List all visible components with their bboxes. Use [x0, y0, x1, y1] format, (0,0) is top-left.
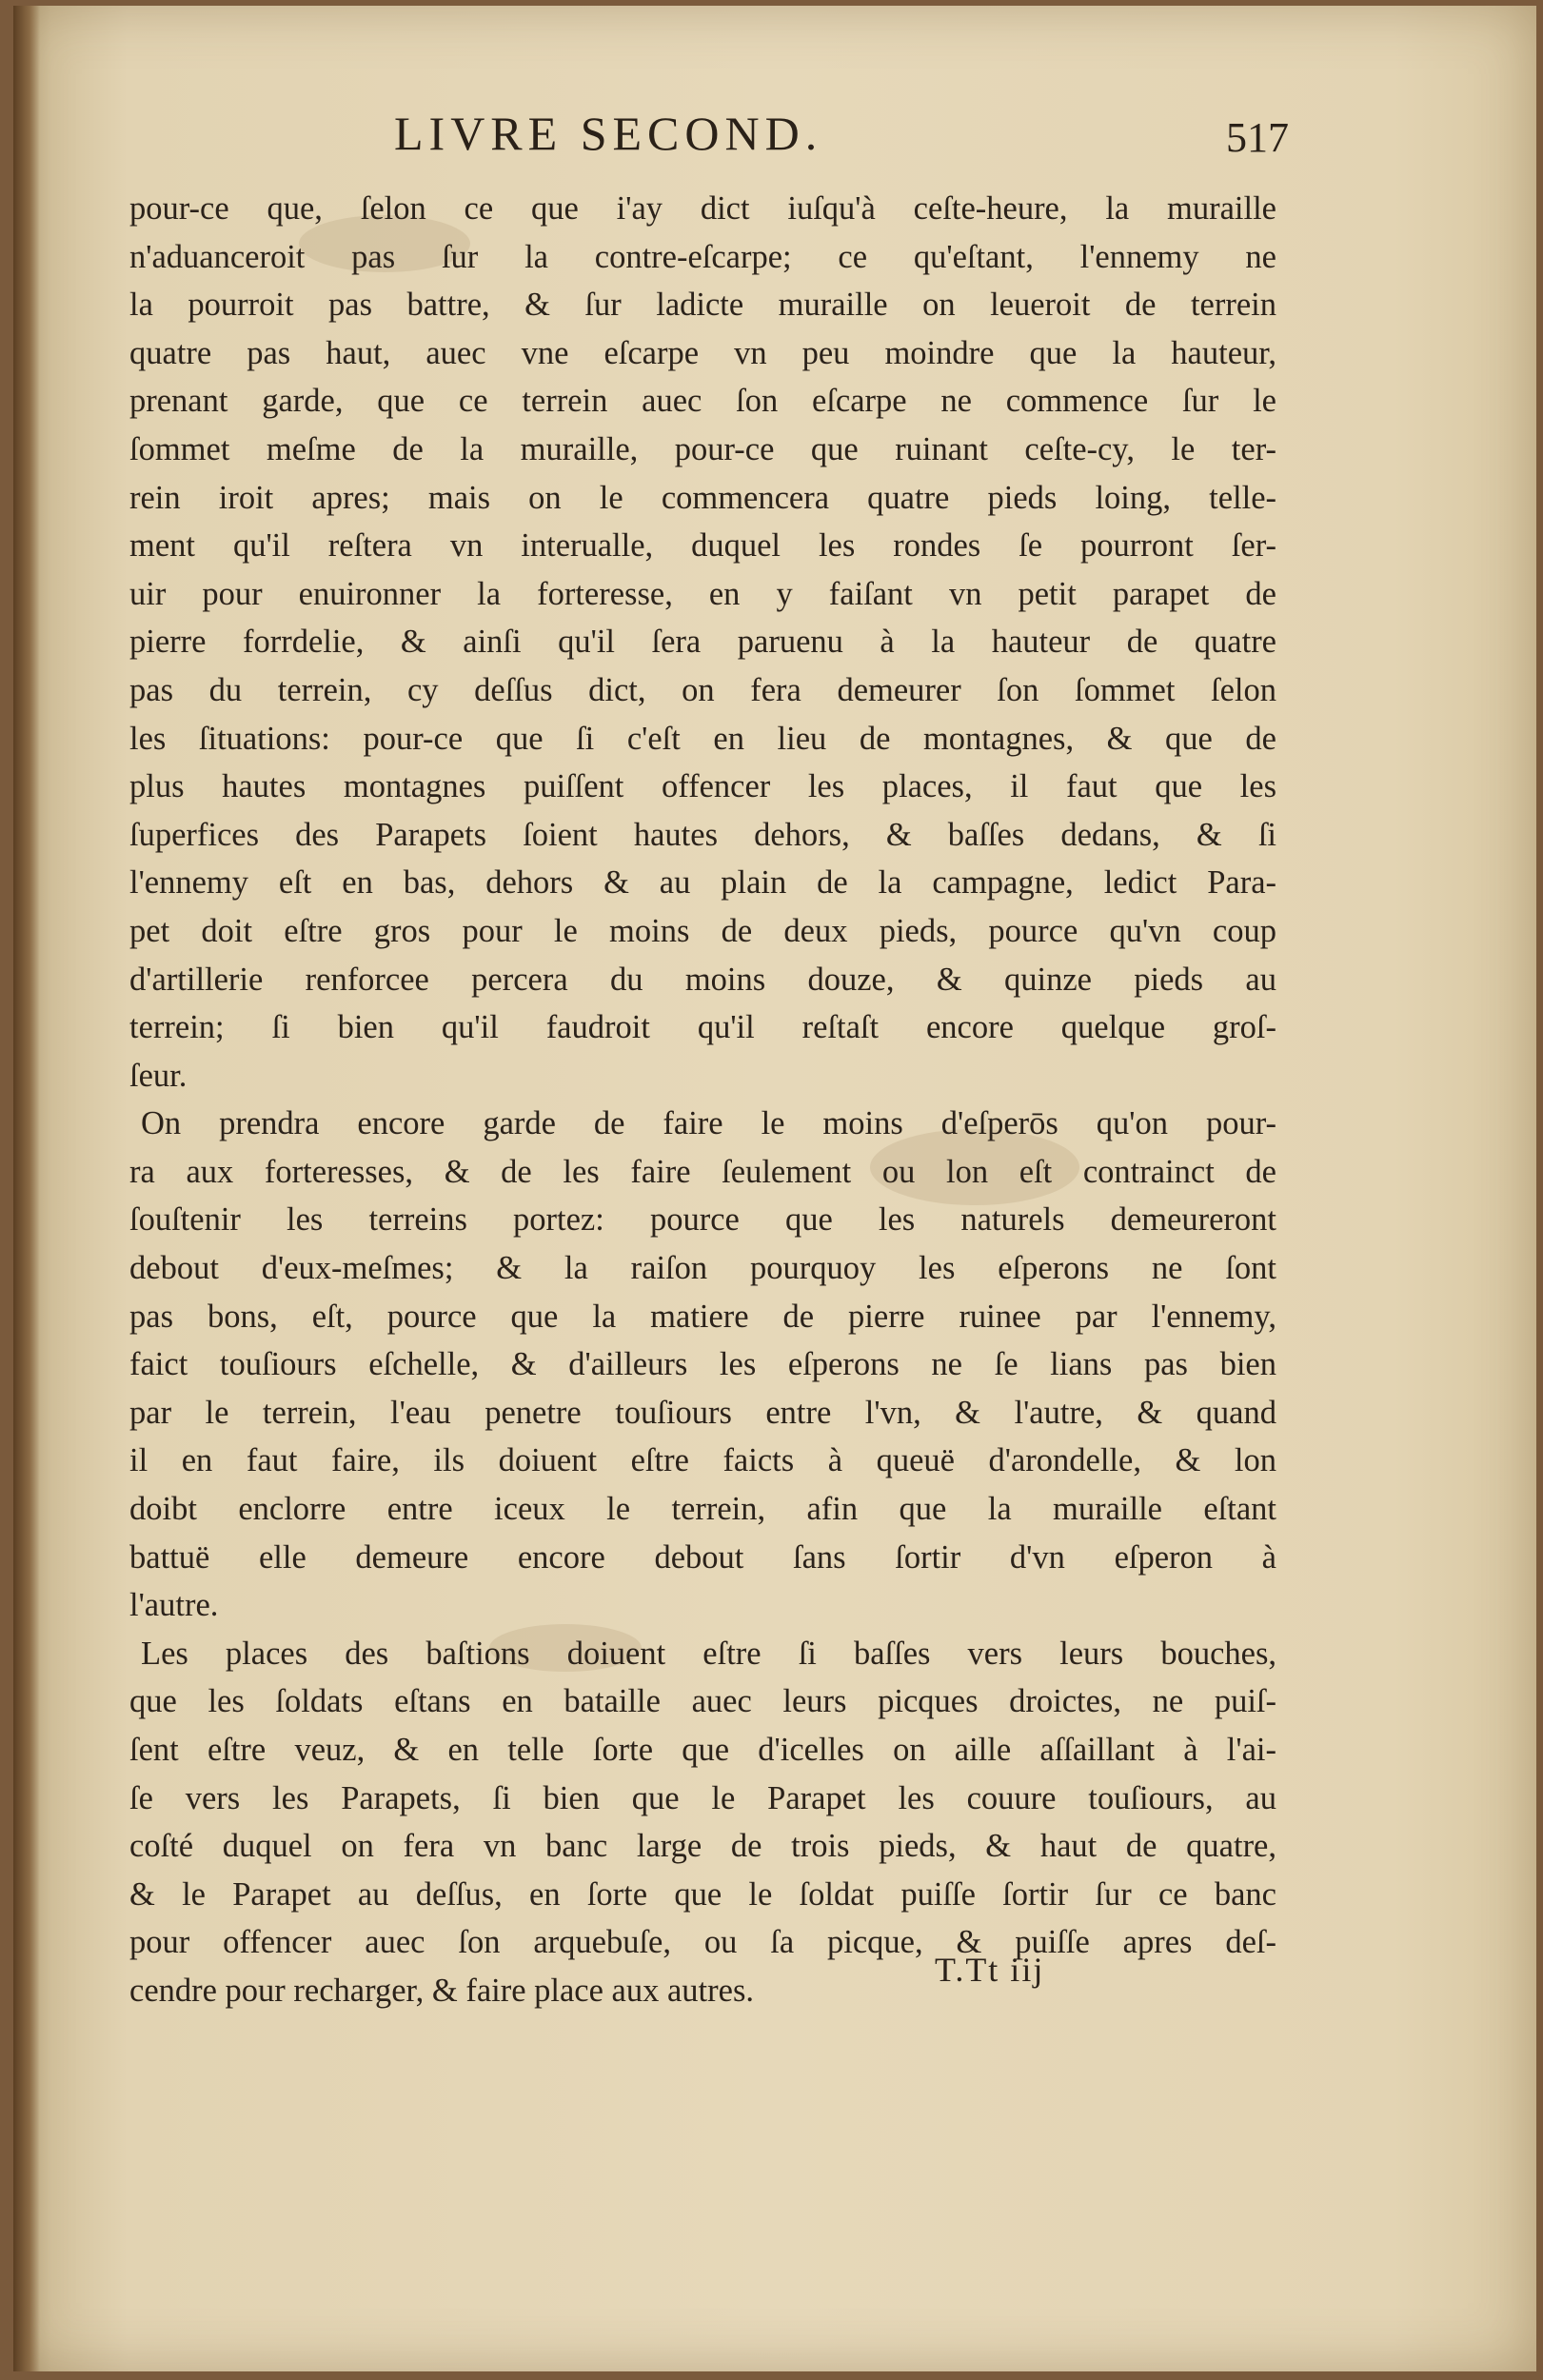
text-line: ſeur. [129, 1057, 188, 1094]
text-line: plus hautes montagnes puiſſent offencer les places, il faut que les [129, 768, 1276, 805]
text-line: debout d'eux-meſmes; & la raiſon pourquoy les eſperons ne ſont [129, 1250, 1276, 1287]
text-line: pas du terrein, cy deſſus dict, on fera demeurer ſon ſommet ſelon [129, 671, 1276, 708]
text-line: pet doit eſtre gros pour le moins de deux pieds, pource qu'vn coup [129, 912, 1276, 949]
text-line: l'ennemy eſt en bas, dehors & au plain de la campagne, ledict Para- [129, 864, 1276, 902]
text-line: cendre pour recharger, & faire place aux autres. [129, 1972, 754, 2009]
text-line: ra aux forteresses, & de les faire ſeulement ou lon eſt contrainct de [129, 1153, 1276, 1190]
text-line: quatre pas haut, auec vne eſcarpe vn peu moindre que la hauteur, [129, 334, 1276, 371]
book-page [13, 6, 1536, 2371]
running-head: LIVRE SECOND. [394, 107, 823, 160]
text-line: coſté duquel on fera vn banc large de trois pieds, & haut de quatre, [129, 1828, 1276, 1865]
text-line: pour-ce que, ſelon ce que i'ay dict iuſqu'à ceſte-heure, la muraille [129, 190, 1276, 227]
text-line: prenant garde, que ce terrein auec ſon eſcarpe ne commence ſur le [129, 383, 1276, 420]
text-line: ſe vers les Parapets, ſi bien que le Parapet les couure touſiours, au [129, 1779, 1276, 1816]
text-line: par le terrein, l'eau penetre touſiours entre l'vn, & l'autre, & quand [129, 1394, 1276, 1431]
text-line: pas bons, eſt, pource que la matiere de pierre ruinee par l'ennemy, [129, 1298, 1276, 1335]
text-line: uir pour enuironner la forteresse, en y faiſant vn petit parapet de [129, 575, 1276, 612]
page-header [394, 106, 1346, 163]
text-line: rein iroit apres; mais on le commencera quatre pieds loing, telle- [129, 479, 1276, 516]
text-line: ſouſtenir les terreins portez: pource que les naturels demeureront [129, 1201, 1276, 1239]
body-text [129, 185, 1276, 2015]
text-line: l'autre. [129, 1587, 219, 1624]
text-line: & le Parapet au deſſus, en ſorte que le ſoldat puiſſe ſortir ſur ce banc [129, 1875, 1276, 1913]
text-line: que les ſoldats eſtans en bataille auec leurs picques droictes, ne puiſ- [129, 1683, 1276, 1720]
page-number: 517 [1226, 114, 1289, 161]
text-line: la pourroit pas battre, & ſur ladicte muraille on leueroit de terrein [129, 287, 1276, 324]
book-binding-edge [13, 6, 40, 2371]
text-line: battuë elle demeure encore debout ſans ſortir d'vn eſperon à [129, 1538, 1276, 1576]
text-line: les ſituations: pour-ce que ſi c'eſt en lieu de montagnes, & que de [129, 720, 1276, 757]
text-line: ſent eſtre veuz, & en telle ſorte que d'icelles on aille aſſaillant à l'ai- [129, 1732, 1276, 1768]
text-line: On prendra encore garde de faire le moins d'eſperōs qu'on pour- [141, 1105, 1276, 1142]
text-line: ſommet meſme de la muraille, pour-ce que ruinant ceſte-cy, le ter- [129, 430, 1276, 467]
text-line: il en faut faire, ils doiuent eſtre faicts à queuë d'arondelle, & lon [129, 1442, 1276, 1479]
text-line: Les places des baſtions doiuent eſtre ſi baſſes vers leurs bouches, [141, 1635, 1276, 1672]
text-line: ment qu'il reſtera vn interualle, duquel les rondes ſe pourront ſer- [129, 527, 1276, 565]
text-line: ſuperfices des Parapets ſoient hautes dehors, & baſſes dedans, & ſi [129, 816, 1276, 853]
text-line: pour offencer auec ſon arquebuſe, ou ſa picque, & puiſſe apres deſ- [129, 1924, 1276, 1961]
text-line: terrein; ſi bien qu'il faudroit qu'il reſtaſt encore quelque groſ- [129, 1009, 1276, 1046]
text-line: d'artillerie renforcee percera du moins douze, & quinze pieds au [129, 961, 1276, 998]
text-line: n'aduanceroit pas ſur la contre-eſcarpe; ce qu'eſtant, l'ennemy ne [129, 238, 1276, 275]
signature-mark: T.Tt iij [935, 1951, 1045, 1989]
text-line: pierre forrdelie, & ainſi qu'il ſera paruenu à la hauteur de quatre [129, 624, 1276, 661]
text-line: doibt enclorre entre iceux le terrein, afin que la muraille eſtant [129, 1491, 1276, 1528]
text-line: faict touſiours eſchelle, & d'ailleurs les eſperons ne ſe lians pas bien [129, 1346, 1276, 1383]
